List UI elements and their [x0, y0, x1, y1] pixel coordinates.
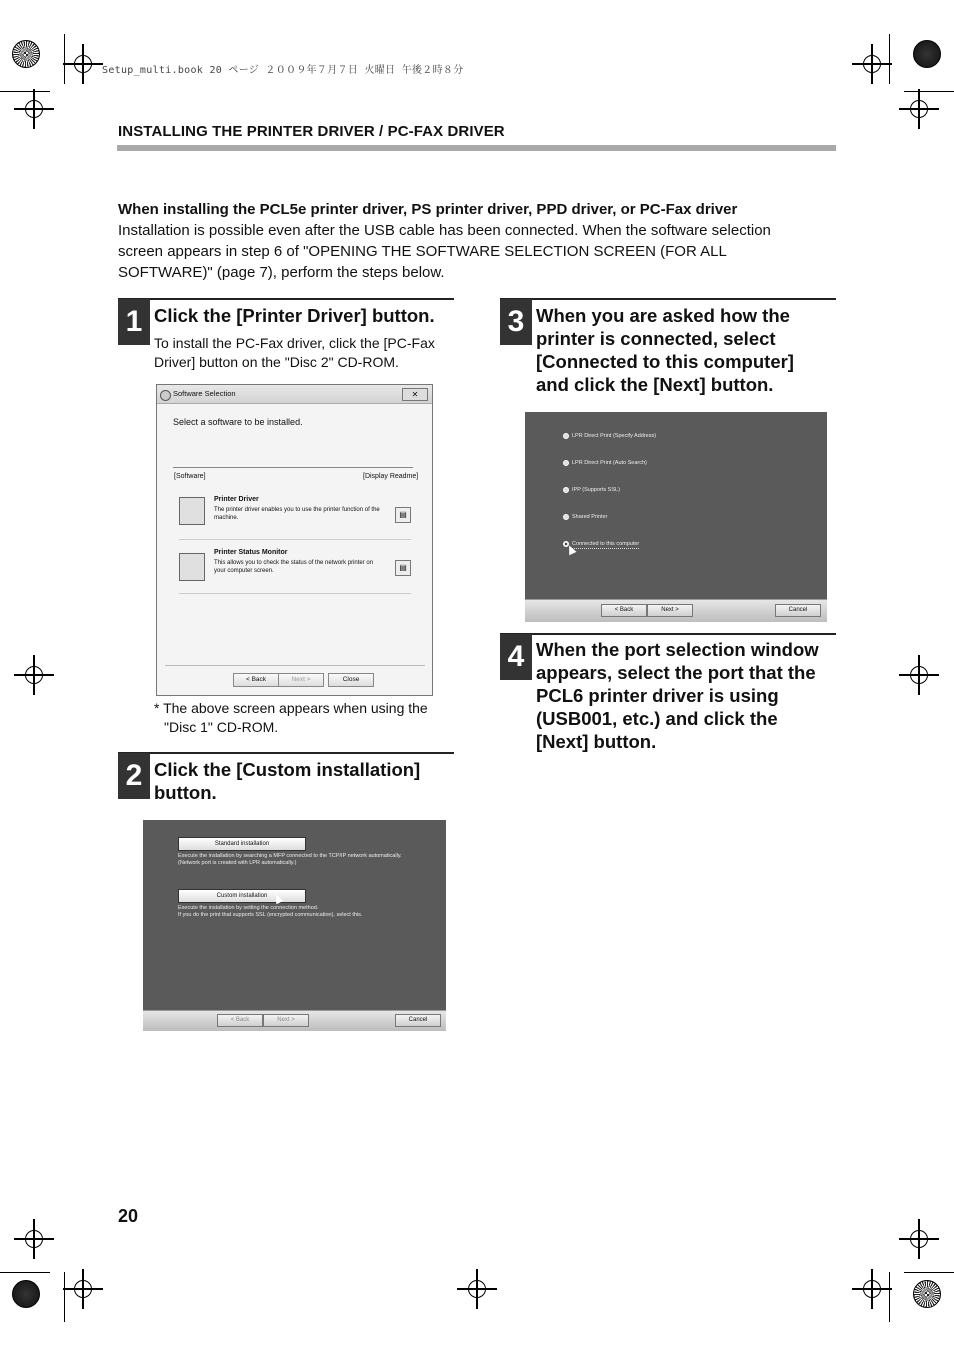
divider: [179, 593, 411, 594]
step-body: Driver] button on the "Disc 2" CD-ROM.: [154, 354, 399, 370]
divider: [179, 539, 411, 540]
step-title: (USB001, etc.) and click the: [536, 708, 778, 729]
footnote: * The above screen appears when using the: [154, 700, 428, 716]
step-title: When you are asked how the: [536, 305, 790, 326]
cancel-button[interactable]: Cancel: [395, 1014, 441, 1027]
registration-mark: [468, 1280, 486, 1298]
connection-method-panel: [525, 412, 827, 599]
status-monitor-icon[interactable]: [179, 553, 205, 581]
cancel-button[interactable]: Cancel: [775, 604, 821, 617]
column-readme: [Display Readme]: [363, 473, 419, 480]
software-selection-window: [156, 384, 433, 696]
step-number: 1: [118, 299, 150, 345]
option-label-selected[interactable]: Connected to this computer: [572, 541, 640, 547]
printer-icon[interactable]: [179, 497, 205, 525]
window-titlebar: [157, 385, 432, 404]
option-desc: Execute the installation by setting the connection method.: [178, 905, 319, 911]
registration-mark: [910, 666, 928, 684]
rosette-mark: [12, 1280, 40, 1308]
step-rule: [118, 752, 454, 754]
step-number: 4: [500, 634, 532, 680]
registration-mark: [910, 100, 928, 118]
step-title: [Connected to this computer]: [536, 351, 794, 372]
step-rule: [500, 633, 836, 635]
divider: [165, 665, 425, 666]
section-rule: [117, 145, 836, 151]
button-bar: [525, 599, 827, 622]
registration-mark: [863, 55, 881, 73]
section-title: INSTALLING THE PRINTER DRIVER / PC-FAX DRIVER: [118, 123, 505, 140]
radio-button[interactable]: [563, 460, 569, 466]
divider: [173, 467, 413, 468]
item-name[interactable]: Printer Status Monitor: [214, 549, 288, 556]
registration-mark: [25, 1230, 43, 1248]
registration-mark: [910, 1230, 928, 1248]
registration-mark: [74, 55, 92, 73]
custom-installation-button[interactable]: Custom installation: [178, 889, 306, 903]
registration-mark: [74, 1280, 92, 1298]
close-icon[interactable]: ✕: [402, 388, 428, 401]
step-title: [Next] button.: [536, 731, 657, 752]
step-title: When the port selection window: [536, 639, 819, 660]
step-title: button.: [154, 782, 217, 803]
step-rule: [500, 298, 836, 300]
radio-button[interactable]: [563, 487, 569, 493]
step-title: appears, select the port that the: [536, 662, 816, 683]
installation-type-panel: [143, 820, 446, 1010]
rosette-mark: [12, 40, 40, 68]
standard-installation-button[interactable]: Standard installation: [178, 837, 306, 851]
button-bar: [143, 1010, 446, 1031]
step-body: To install the PC-Fax driver, click the [PC-Fax: [154, 335, 435, 351]
radio-button[interactable]: [563, 514, 569, 520]
readme-button[interactable]: ▤: [395, 560, 411, 576]
back-button[interactable]: < Back: [217, 1014, 263, 1027]
app-icon: [160, 390, 171, 401]
option-label[interactable]: Shared Printer: [572, 514, 608, 520]
step-title: PCL6 printer driver is using: [536, 685, 779, 706]
footnote: "Disc 1" CD-ROM.: [164, 719, 279, 735]
next-button[interactable]: Next >: [278, 673, 324, 687]
option-desc: If you do the print that supports SSL (encrypted communication), select this.: [178, 912, 363, 918]
radio-button[interactable]: [563, 433, 569, 439]
item-desc: your computer screen.: [214, 568, 274, 574]
option-label[interactable]: LPR Direct Print (Auto Search): [572, 460, 647, 466]
registration-mark: [25, 666, 43, 684]
step-title: and click the [Next] button.: [536, 374, 774, 395]
next-button[interactable]: Next >: [263, 1014, 309, 1027]
prompt-text: Select a software to be installed.: [173, 417, 303, 427]
option-desc: Execute the installation by searching a MFP connected to the TCP/IP network automatically.: [178, 853, 402, 859]
rosette-mark: [913, 1280, 941, 1308]
back-button[interactable]: < Back: [233, 673, 279, 687]
rosette-mark: [913, 40, 941, 68]
registration-mark: [863, 1280, 881, 1298]
step-title: printer is connected, select: [536, 328, 776, 349]
print-header: Setup_multi.book 20 ページ ２００９年７月７日 火曜日 午後２時８分: [102, 65, 464, 76]
page-number: 20: [118, 1206, 139, 1226]
close-button[interactable]: Close: [328, 673, 374, 687]
step-rule: [118, 298, 454, 300]
step-title: Click the [Custom installation]: [154, 759, 421, 780]
registration-mark: [25, 100, 43, 118]
back-button[interactable]: < Back: [601, 604, 647, 617]
step-number: 2: [118, 753, 150, 799]
option-label[interactable]: LPR Direct Print (Specify Address): [572, 433, 657, 439]
intro-line: screen appears in step 6 of "OPENING THE SOFTWARE SELECTION SCREEN (FOR ALL: [118, 243, 727, 260]
item-desc: The printer driver enables you to use the printer function of the: [214, 507, 380, 513]
option-label[interactable]: IPP (Supports SSL): [572, 487, 620, 493]
next-button[interactable]: Next >: [647, 604, 693, 617]
step-title: Click the [Printer Driver] button.: [154, 305, 435, 326]
window-title: Software Selection: [173, 389, 236, 398]
option-desc: (Network port is created with LPR automatically.): [178, 860, 297, 866]
intro-line: Installation is possible even after the USB cable has been connected. When the software selection: [118, 222, 771, 239]
intro-heading: When installing the PCL5e printer driver, PS printer driver, PPD driver, or PC-Fax driver: [118, 201, 738, 218]
step-number: 3: [500, 299, 532, 345]
intro-line: SOFTWARE)" (page 7), perform the steps below.: [118, 264, 445, 281]
item-desc: machine.: [214, 515, 239, 521]
readme-button[interactable]: ▤: [395, 507, 411, 523]
item-name[interactable]: Printer Driver: [214, 496, 259, 503]
column-software: [Software]: [174, 473, 206, 480]
item-desc: This allows you to check the status of the network printer on: [214, 560, 374, 566]
